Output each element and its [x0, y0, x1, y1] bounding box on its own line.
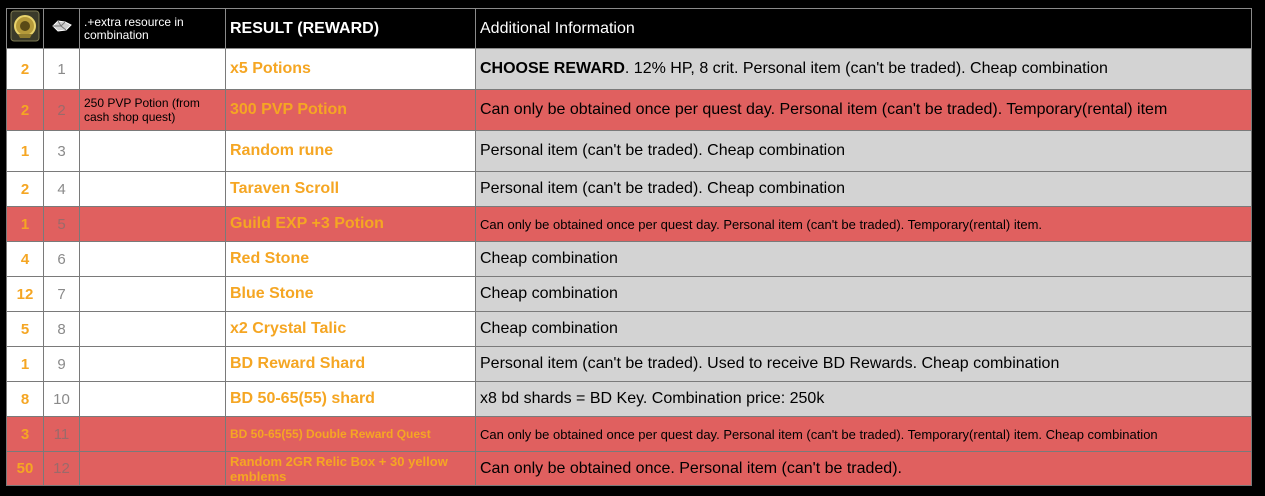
- extra-resource-cell: [80, 277, 226, 312]
- table-row: [7, 90, 1252, 131]
- extra-resource-cell: [80, 312, 226, 347]
- amount-cell: 3: [7, 417, 44, 452]
- result-cell: Taraven Scroll: [226, 172, 476, 207]
- table-row: [7, 312, 1252, 347]
- extra-resource-cell: [80, 172, 226, 207]
- amount-cell: 1: [7, 131, 44, 172]
- table-row: [7, 131, 1252, 172]
- row-number: 2: [44, 90, 80, 131]
- header-result: RESULT (REWARD): [226, 9, 476, 49]
- row-number: 5: [44, 207, 80, 242]
- row-number: 6: [44, 242, 80, 277]
- info-cell: Can only be obtained once. Personal item (can't be traded).: [476, 452, 1252, 486]
- extra-resource-cell: [80, 242, 226, 277]
- info-text: . 12% HP, 8 crit. Personal item (can't be traded). Cheap combination: [624, 60, 1108, 77]
- result-cell: Random 2GR Relic Box + 30 yellow emblems: [226, 452, 476, 486]
- result-cell: x5 Potions: [226, 49, 476, 90]
- row-number: 12: [44, 452, 80, 486]
- extra-resource-cell: [80, 49, 226, 90]
- extra-resource-cell: [80, 207, 226, 242]
- info-cell: Personal item (can't be traded). Used to receive BD Rewards. Cheap combination: [476, 347, 1252, 382]
- result-cell: Red Stone: [226, 242, 476, 277]
- table-row: [7, 49, 1252, 90]
- result-cell: 300 PVP Potion: [226, 90, 476, 131]
- info-cell: Cheap combination: [476, 277, 1252, 312]
- result-cell: BD Reward Shard: [226, 347, 476, 382]
- gold-emblem-icon: [10, 10, 40, 42]
- extra-resource-cell: [80, 417, 226, 452]
- reward-table-container: [6, 8, 1252, 486]
- info-cell: Cheap combination: [476, 312, 1252, 347]
- info-cell: Personal item (can't be traded). Cheap combination: [476, 131, 1252, 172]
- row-number: 4: [44, 172, 80, 207]
- row-number: 3: [44, 131, 80, 172]
- amount-cell: 2: [7, 49, 44, 90]
- table-row: [7, 242, 1252, 277]
- info-bold-text: CHOOSE REWARD: [480, 60, 625, 77]
- info-cell: Can only be obtained once per quest day. Personal item (can't be traded). Temporary(rental) item: [476, 90, 1252, 131]
- table-row: [7, 382, 1252, 417]
- table-row: [7, 347, 1252, 382]
- amount-cell: 2: [7, 90, 44, 131]
- crystal-resource-icon: [51, 19, 73, 33]
- amount-cell: 2: [7, 172, 44, 207]
- info-cell: [476, 49, 1252, 90]
- header-num-cell: [44, 9, 80, 49]
- amount-cell: 1: [7, 207, 44, 242]
- table-row: [7, 417, 1252, 452]
- row-number: 1: [44, 49, 80, 90]
- header-row: [7, 9, 1252, 49]
- row-number: 8: [44, 312, 80, 347]
- info-cell: Can only be obtained once per quest day. Personal item (can't be traded). Temporary(rental) item. Cheap combination: [476, 417, 1252, 452]
- table-row: [7, 207, 1252, 242]
- reward-table: [6, 8, 1252, 486]
- info-cell: Personal item (can't be traded). Cheap combination: [476, 172, 1252, 207]
- result-cell: BD 50-65(55) Double Reward Quest: [226, 417, 476, 452]
- result-cell: Random rune: [226, 131, 476, 172]
- amount-cell: 5: [7, 312, 44, 347]
- table-row: [7, 172, 1252, 207]
- table-row: [7, 277, 1252, 312]
- result-cell: BD 50-65(55) shard: [226, 382, 476, 417]
- row-number: 7: [44, 277, 80, 312]
- header-extra-resource: .+extra resource in combination: [80, 9, 226, 49]
- extra-resource-cell: [80, 452, 226, 486]
- amount-cell: 4: [7, 242, 44, 277]
- table-row: [7, 452, 1252, 486]
- row-number: 9: [44, 347, 80, 382]
- info-cell: Cheap combination: [476, 242, 1252, 277]
- extra-resource-cell: 250 PVP Potion (from cash shop quest): [80, 90, 226, 131]
- result-cell: Guild EXP +3 Potion: [226, 207, 476, 242]
- result-cell: x2 Crystal Talic: [226, 312, 476, 347]
- row-number: 11: [44, 417, 80, 452]
- header-amount-cell: [7, 9, 44, 49]
- header-info: Additional Information: [476, 9, 1252, 49]
- info-cell: Can only be obtained once per quest day. Personal item (can't be traded). Temporary(rental) item.: [476, 207, 1252, 242]
- info-cell: x8 bd shards = BD Key. Combination price: 250k: [476, 382, 1252, 417]
- amount-cell: 50: [7, 452, 44, 486]
- extra-resource-cell: [80, 131, 226, 172]
- extra-resource-cell: [80, 382, 226, 417]
- result-cell: Blue Stone: [226, 277, 476, 312]
- amount-cell: 8: [7, 382, 44, 417]
- row-number: 10: [44, 382, 80, 417]
- amount-cell: 1: [7, 347, 44, 382]
- extra-resource-cell: [80, 347, 226, 382]
- amount-cell: 12: [7, 277, 44, 312]
